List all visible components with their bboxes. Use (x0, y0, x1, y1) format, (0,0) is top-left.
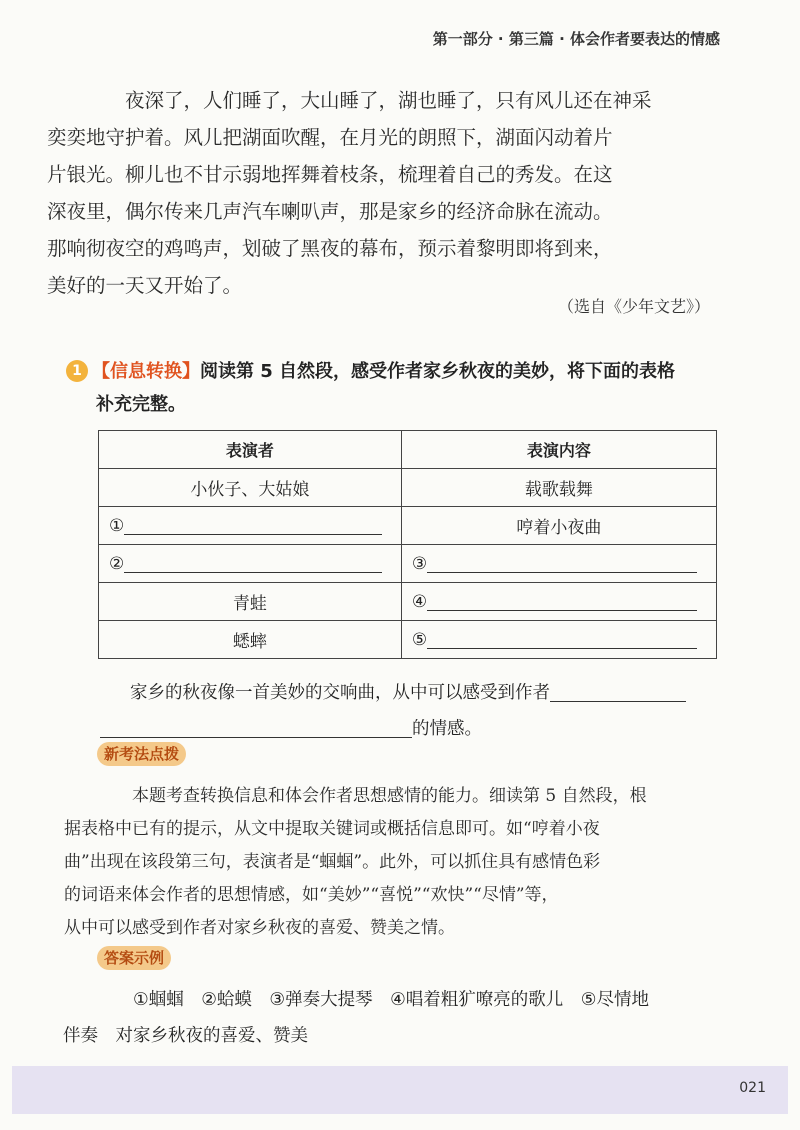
answer-text (63, 982, 722, 1054)
tips-line: 从中可以感受到作者对家乡秋夜的喜爱、赞美之情。 (64, 918, 455, 938)
page-footer (12, 1066, 788, 1114)
table-row (99, 545, 717, 583)
cell-performer-blank[interactable] (99, 507, 402, 545)
summary-fill-in (100, 675, 720, 747)
question-1 (66, 355, 726, 421)
cell-content: 哼着小夜曲 (401, 507, 716, 545)
table-row (99, 507, 717, 545)
table-row (99, 469, 717, 507)
summary-text-end: 的情感。 (412, 719, 482, 739)
cell-performer: 青蛙 (99, 583, 402, 621)
question-number-badge: 1 (66, 360, 88, 382)
passage-line: 美好的一天又开始了。 (47, 274, 243, 297)
answer-blank-line (427, 648, 697, 649)
answer-blank-line (124, 572, 382, 573)
cell-content-blank[interactable] (401, 545, 716, 583)
tips-line: 的词语来体会作者的思想情感，如“美妙”“喜悦”“欢快”“尽情”等， (64, 885, 559, 905)
cell-performer-blank[interactable] (99, 545, 402, 583)
passage (47, 82, 716, 304)
cell-content: 载歌载舞 (401, 469, 716, 507)
question-text-continued: 补充完整。 (96, 394, 186, 415)
blank-marker: ④ (411, 591, 428, 612)
cell-performer: 小伙子、大姑娘 (99, 469, 402, 507)
answer-line: 伴奏 对家乡秋夜的喜爱、赞美 (63, 1026, 308, 1046)
passage-line: 奕奕地守护着。风儿把湖面吹醒，在月光的朗照下，湖面闪动着片 (47, 126, 613, 149)
question-text: 阅读第 5 自然段，感受作者家乡秋夜的美妙，将下面的表格 (200, 361, 676, 382)
question-tag: 【信息转换】 (92, 361, 200, 382)
passage-line: 深夜里，偶尔传来几声汽车喇叭声，那是家乡的经济命脉在流动。 (47, 200, 613, 223)
cell-content-blank[interactable] (401, 583, 716, 621)
answer-blank-line (427, 572, 697, 573)
blank-marker: ③ (411, 553, 428, 574)
running-header: 第一部分 · 第三篇 · 体会作者要表达的情感 (432, 30, 720, 48)
blank-marker: ① (109, 515, 125, 536)
answer-badge: 答案示例 (97, 946, 171, 970)
tips-line: 曲”出现在该段第三句，表演者是“蝈蝈”。此外，可以抓住具有感情色彩 (64, 852, 601, 872)
passage-source: （选自《少年文艺》） (557, 297, 710, 316)
answer-blank-line (124, 534, 382, 535)
table-header-row (99, 431, 717, 469)
summary-text: 家乡的秋夜像一首美妙的交响曲，从中可以感受到作者 (130, 683, 550, 703)
passage-line: 夜深了，人们睡了，大山睡了，湖也睡了，只有风儿还在神采 (125, 89, 652, 112)
table-row (99, 621, 717, 659)
performance-table (98, 430, 717, 659)
table-row (99, 583, 717, 621)
column-header-content: 表演内容 (401, 431, 716, 469)
tips-line: 据表格中已有的提示，从文中提取关键词或概括信息即可。如“哼着小夜 (64, 819, 600, 839)
passage-line: 片银光。柳儿也不甘示弱地挥舞着枝条，梳理着自己的秀发。在这 (47, 163, 613, 186)
summary-blank-1[interactable] (550, 701, 686, 702)
summary-blank-2[interactable] (100, 737, 412, 738)
tips-text (64, 780, 718, 945)
blank-marker: ⑤ (411, 629, 428, 650)
page-number: 021 (739, 1080, 766, 1096)
blank-marker: ② (109, 553, 125, 574)
tips-badge: 新考法点拨 (97, 742, 186, 766)
passage-line: 那响彻夜空的鸡鸣声，划破了黑夜的幕布，预示着黎明即将到来， (47, 237, 613, 260)
cell-content-blank[interactable] (401, 621, 716, 659)
answer-blank-line (427, 610, 697, 611)
answer-line: ①蝈蝈 ②蛤蟆 ③弹奏大提琴 ④唱着粗犷嘹亮的歌儿 ⑤尽情地 (133, 990, 649, 1010)
cell-performer: 蟋蟀 (99, 621, 402, 659)
tips-line: 本题考查转换信息和体会作者思想感情的能力。细读第 5 自然段，根 (132, 786, 647, 806)
column-header-performer: 表演者 (99, 431, 402, 469)
